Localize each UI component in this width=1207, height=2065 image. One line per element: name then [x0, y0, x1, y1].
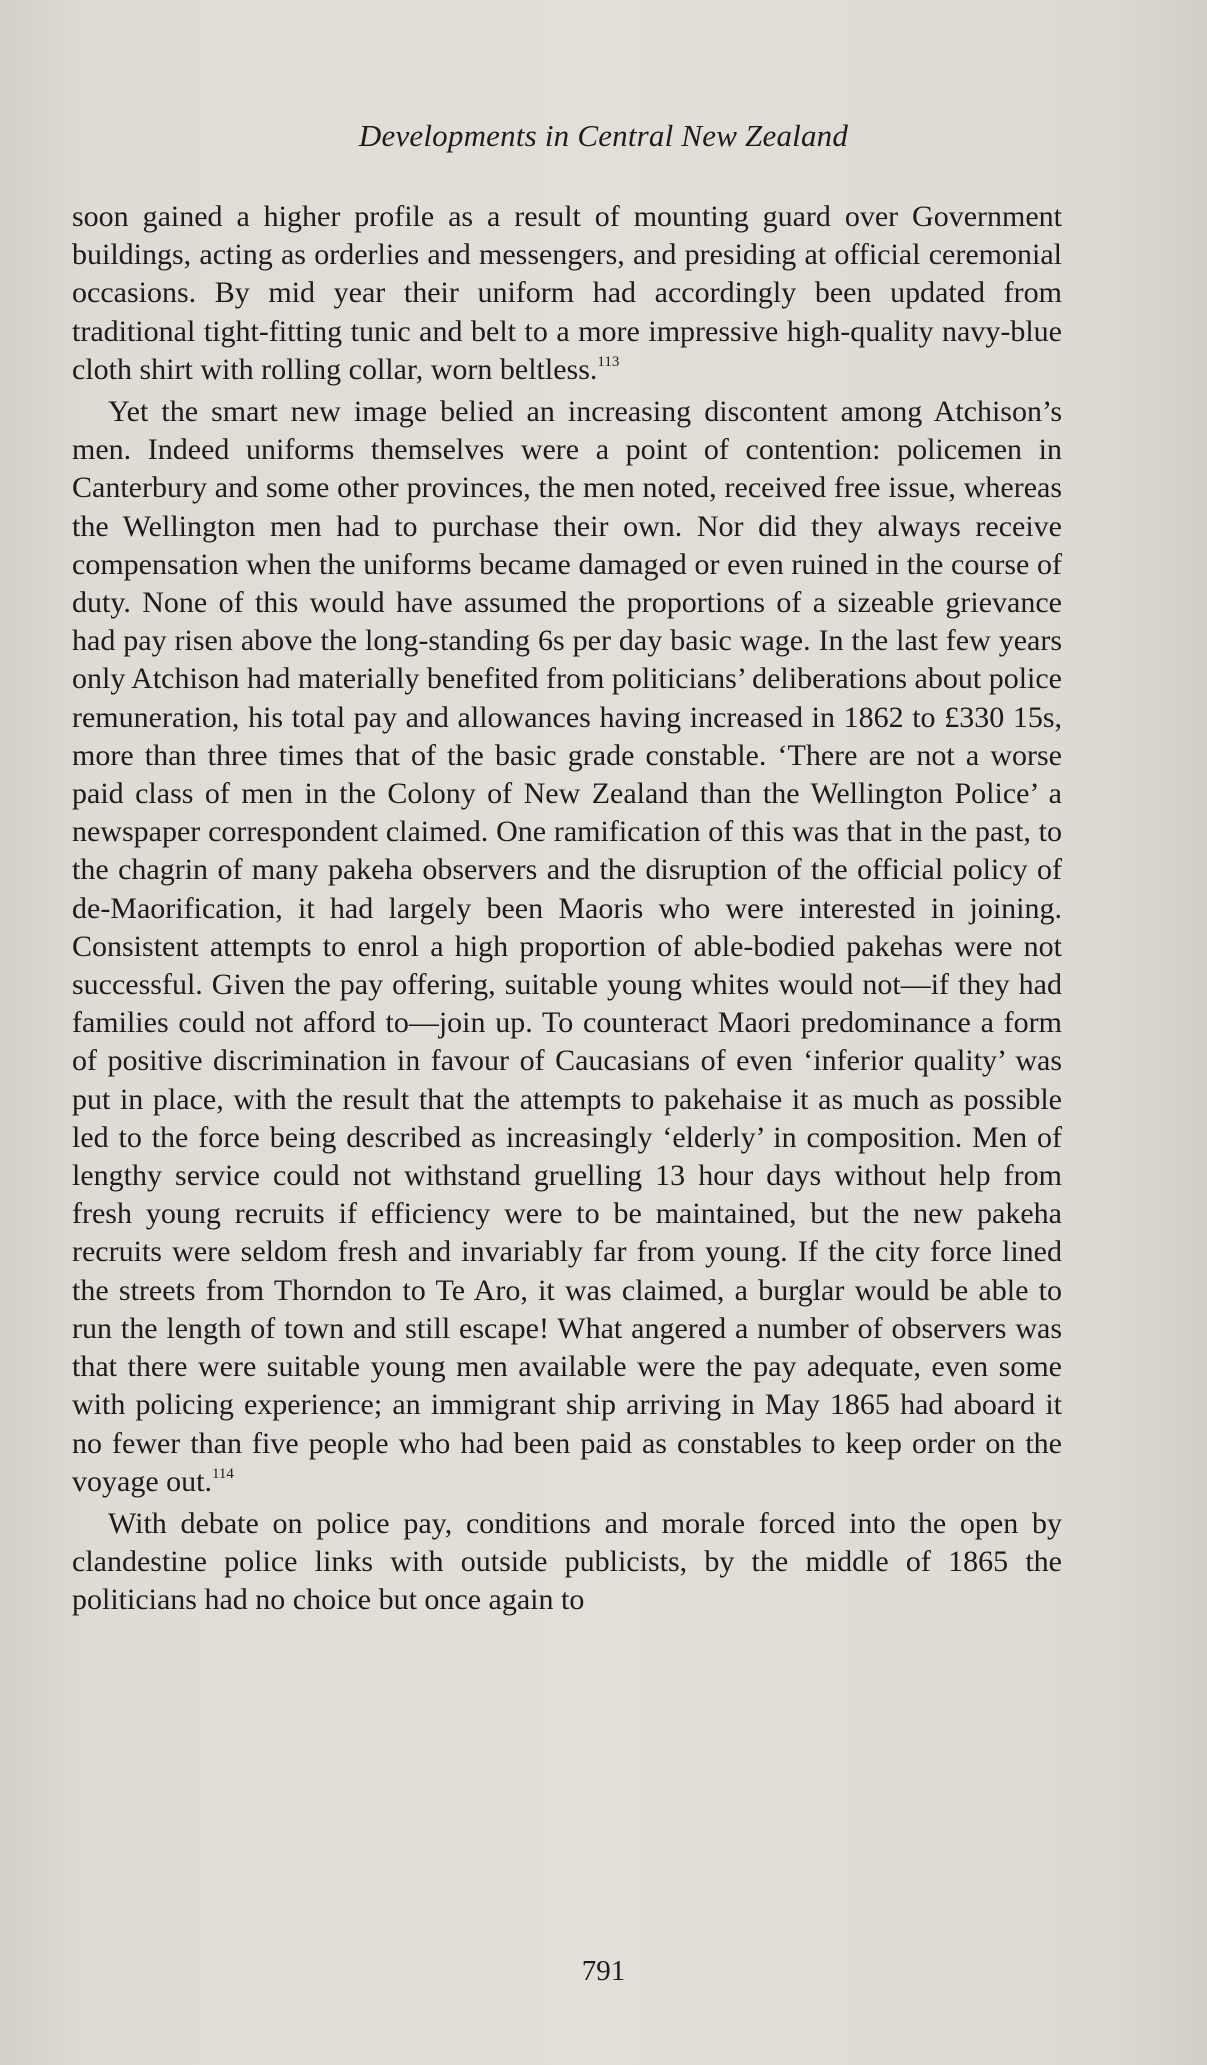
paragraph-2-text: Yet the smart new image belied an increasing discontent among Atchison’s men. Indeed uniforms themselves were a point of contention: policemen in Canterbury and some other provinces, the men noted, received free issue, whereas the Wellington men had to purchase their own. Nor did they always receive compensation when the uniforms became damaged or even ruined in the course of duty. None of this would have assumed the proportions of a sizeable grievance had pay risen above the long-standing 6s per day basic wage. In the last few years only Atchison had materially benefited from politicians’ deliberations about police remuneration, his total pay and allowances having increased in 1862 to £330 15s, more than three times that of the basic grade constable. ‘There are not a worse paid class of men in the Colony of New Zealand than the Wellington Police’ a newspaper correspondent claimed. One ramification of this was that in the past, to the chagrin of many pakeha observers and the disruption of the official policy of de-Maorification, it had largely been Maoris who were interested in joining. Consistent attempts to enrol a high proportion of able-bodied pakehas were not successful. Given the pay offering, suitable young whites would not—if they had families could not afford to—join up. To counteract Maori predominance a form of positive discrimination in favour of Caucasians of even ‘inferior quality’ was put in place, with the result that the attempts to pakehaise it as much as possible led to the force being described as increasingly ‘elderly’ in composition. Men of lengthy service could not withstand gruelling 13 hour days without help from fresh young recruits if efficiency were to be maintained, but the new pakeha recruits were seldom fresh and invariably far from young. If the city force lined the streets from Thorndon to Te Aro, it was claimed, a burglar would be able to run the length of town and still escape! What angered a number of observers was that there were suitable young men available were the pay adequate, even some with policing experience; an immigrant ship arriving in May 1865 had aboard it no fewer than five people who had been paid as constables to keep order on the voyage out. [72, 395, 1062, 1498]
footnote-ref-114: 114 [211, 1465, 234, 1482]
paragraph-3 [72, 1505, 1062, 1620]
paragraph-2 [72, 393, 1062, 1501]
body-text [72, 198, 1062, 1620]
paragraph-1-text: soon gained a higher profile as a result of mounting guard over Government buildings, acting as orderlies and messengers, and presiding at official ceremonial occasions. By mid year their uniform had accordingly been updated from traditional tight-fitting tunic and belt to a more impressive high-quality navy-blue cloth shirt with rolling collar, worn beltless. [72, 200, 1062, 386]
running-head: Developments in Central New Zealand [358, 118, 849, 153]
paragraph-3-text: With debate on police pay, conditions and morale forced into the open by clandestine police links with outside publicists, by the middle of 1865 the politicians had no choice but once again to [72, 1506, 1062, 1617]
paragraph-1 [72, 198, 1062, 389]
footnote-ref-113: 113 [597, 353, 620, 370]
page-number: 791 [581, 1955, 626, 1987]
